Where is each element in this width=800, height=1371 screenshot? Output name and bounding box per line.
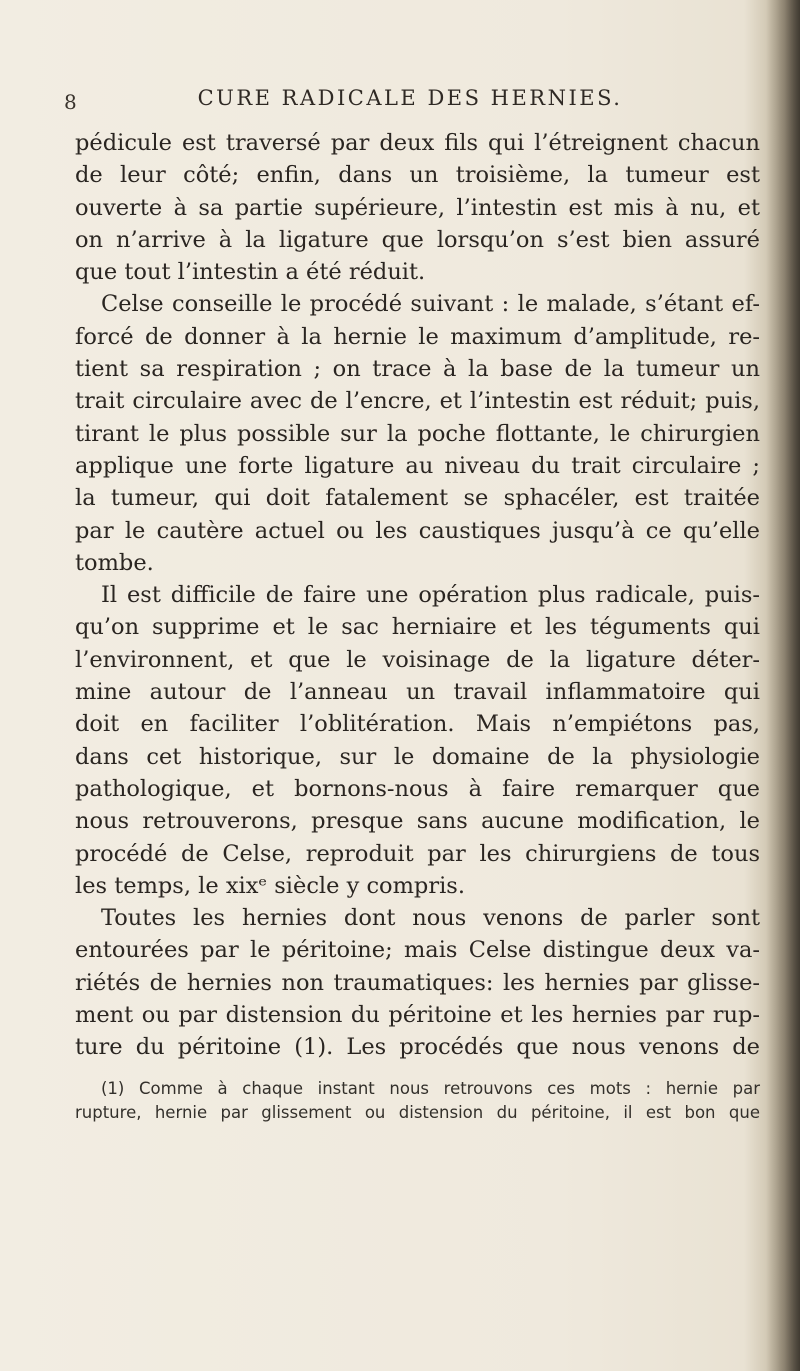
text-line: de leur côté; enfin, dans un troisième, la tumeur est: [75, 162, 760, 189]
page-edge-shadow: [766, 0, 800, 1371]
text-line: nous retrouverons, presque sans aucune modification, le: [75, 808, 760, 835]
text-line: ment ou par distension du péritoine et les hernies par rup-: [75, 1002, 760, 1029]
text-line: la tumeur, qui doit fatalement se sphacéler, est traitée: [75, 485, 760, 512]
text-line: Celse conseille le procédé suivant : le malade, s’étant ef-: [101, 291, 760, 318]
text-line: tombe.: [75, 549, 154, 576]
text-line: pathologique, et bornons-nous à faire remarquer que: [75, 775, 760, 802]
text-line: trait circulaire avec de l’encre, et l’intestin est réduit; puis,: [75, 388, 760, 415]
body-text: [75, 127, 760, 1064]
page-number: 8: [64, 90, 77, 114]
text-line: mine autour de l’anneau un travail inflammatoire qui: [75, 679, 760, 706]
running-title: CURE RADICALE DES HERNIES.: [197, 86, 623, 110]
text-line: on n’arrive à la ligature que lorsqu’on s’est bien assuré: [75, 226, 760, 253]
text-line: ture du péritoine (1). Les procédés que nous venons de: [75, 1034, 760, 1061]
page-header: [60, 86, 760, 116]
footnote-line: rupture, hernie par glissement ou distension du péritoine, il est bon que: [75, 1103, 760, 1122]
text-line: ouverte à sa partie supérieure, l’intestin est mis à nu, et: [75, 194, 760, 221]
text-line: qu’on supprime et le sac herniaire et les téguments qui: [75, 614, 760, 641]
text-line: dans cet historique, sur le domaine de la physiologie: [75, 743, 760, 770]
text-line: les temps, le xixᵉ siècle y compris.: [75, 872, 465, 899]
text-line: forcé de donner à la hernie le maximum d’amplitude, re-: [75, 323, 760, 350]
text-line: tient sa respiration ; on trace à la base de la tumeur un: [75, 356, 760, 383]
text-line: que tout l’intestin a été réduit.: [75, 259, 426, 286]
text-line: tirant le plus possible sur la poche flottante, le chirurgien: [75, 420, 760, 447]
text-line: par le cautère actuel ou les caustiques jusqu’à ce qu’elle: [75, 517, 760, 544]
text-line: l’environnent, et que le voisinage de la ligature déter-: [75, 646, 760, 673]
text-line: applique une forte ligature au niveau du trait circulaire ;: [75, 452, 760, 479]
footnote: [75, 1077, 760, 1125]
footnote-line: (1) Comme à chaque instant nous retrouvons ces mots : hernie par: [101, 1079, 760, 1098]
text-line: Toutes les hernies dont nous venons de parler sont: [101, 905, 760, 932]
text-line: Il est difficile de faire une opération plus radicale, puis-: [101, 582, 760, 609]
text-line: entourées par le péritoine; mais Celse distingue deux va-: [75, 937, 760, 964]
text-line: procédé de Celse, reproduit par les chirurgiens de tous: [75, 840, 760, 867]
text-line: riétés de hernies non traumatiques: les hernies par glisse-: [75, 969, 760, 996]
text-line: pédicule est traversé par deux fils qui l’étreignent chacun: [75, 130, 760, 156]
text-line: doit en faciliter l’oblitération. Mais n’empiétons pas,: [75, 711, 760, 738]
